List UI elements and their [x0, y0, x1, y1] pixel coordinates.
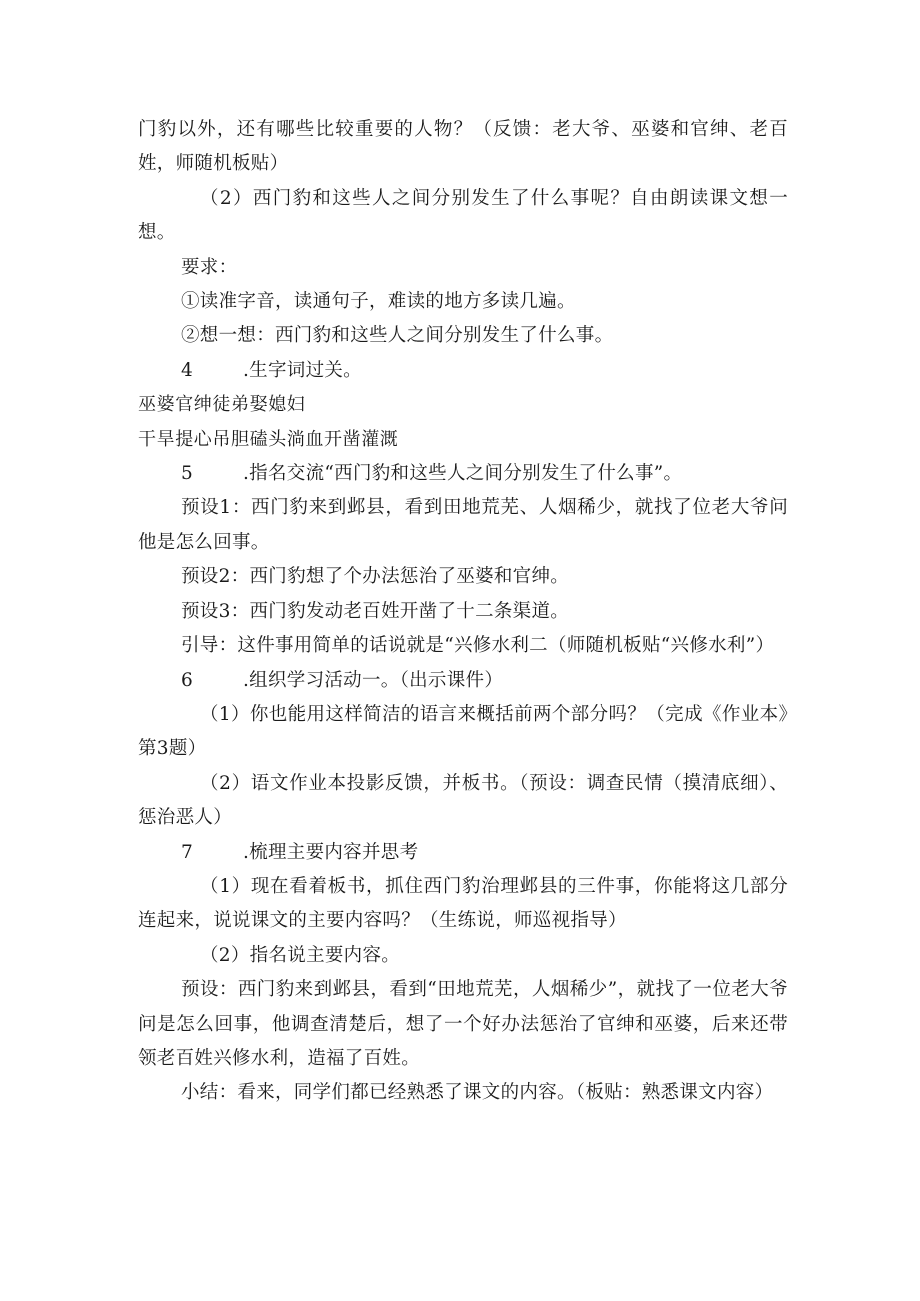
paragraph-requirement-1: ①读准字音，读通句子，难读的地方多读几遍。 — [181, 291, 576, 313]
paragraph-guide: 引导：这件事用简单的话说就是“兴修水利二（师随机板贴“兴修水利”） — [181, 635, 775, 657]
paragraph-activity-1: （1）你也能用这样简洁的语言来概括前两个部分吗？（完成《作业本》第3题） — [138, 703, 788, 760]
paragraph-preset-3: 预设3：西门豹发动老百姓开凿了十二条渠道。 — [181, 600, 570, 622]
list-number: 4 — [181, 359, 194, 381]
list-item-text: .生字词过关。 — [243, 359, 362, 381]
paragraph-preset-2: 预设2：西门豹想了个办法惩治了巫婆和官绅。 — [181, 566, 570, 588]
list-item-text: .组织学习活动一。（出示课件） — [243, 669, 504, 691]
paragraph-requirement-2: ②想一想：西门豹和这些人之间分别发生了什么事。 — [181, 325, 614, 347]
list-number: 5 — [181, 463, 194, 485]
vocab-line-1: 巫婆官绅徒弟娶媳妇 — [138, 394, 306, 416]
paragraph-summary-2: （2）指名说主要内容。 — [200, 944, 401, 966]
list-item-text: .梳理主要内容并思考 — [243, 841, 419, 863]
paragraph-preset-1: 预设1：西门豹来到邺县，看到田地荒芜、人烟稀少，就找了位老大爷问他是怎么回事。 — [138, 497, 788, 553]
vocab-line-2: 干旱提心吊胆磕头淌血开凿灌溉 — [138, 428, 399, 450]
paragraph-question-2: （2）西门豹和这些人之间分别发生了什么事呢？自由朗读课文想一想。 — [138, 187, 788, 244]
paragraph-feedback: 门豹以外，还有哪些比较重要的人物？（反馈：老大爷、巫婆和官绅、老百姓，师随机板贴） — [138, 119, 788, 175]
list-item-6 — [138, 664, 788, 698]
list-item-5 — [138, 457, 788, 491]
list-item-text: .指名交流“西门豹和这些人之间分别发生了什么事”。 — [243, 463, 683, 485]
list-number: 7 — [181, 841, 194, 863]
list-number: 6 — [181, 669, 194, 691]
document-body — [138, 113, 788, 1111]
paragraph-summary-1: （1）现在看着板书，抓住西门豹治理邺县的三件事，你能将这几部分连起来，说说课文的主要内容吗？（生练说，师巡视指导） — [138, 875, 788, 932]
paragraph-activity-2: （2）语文作业本投影反馈，并板书。（预设：调查民情（摸清底细）、惩治恶人） — [138, 772, 788, 829]
paragraph-preset-summary: 预设：西门豹来到邺县，看到“田地荒芜，人烟稀少”，就找了一位老大爷问是怎么回事，他调查清楚后，想了一个好办法惩治了官绅和巫婆，后来还带领老百姓兴修水利，造福了百姓。 — [138, 979, 788, 1069]
paragraph-requirements-label: 要求： — [181, 256, 238, 278]
list-item-7 — [138, 836, 788, 870]
paragraph-conclusion: 小结：看来，同学们都已经熟悉了课文的内容。（板贴：熟悉课文内容） — [181, 1082, 774, 1104]
list-item-4 — [138, 354, 788, 388]
